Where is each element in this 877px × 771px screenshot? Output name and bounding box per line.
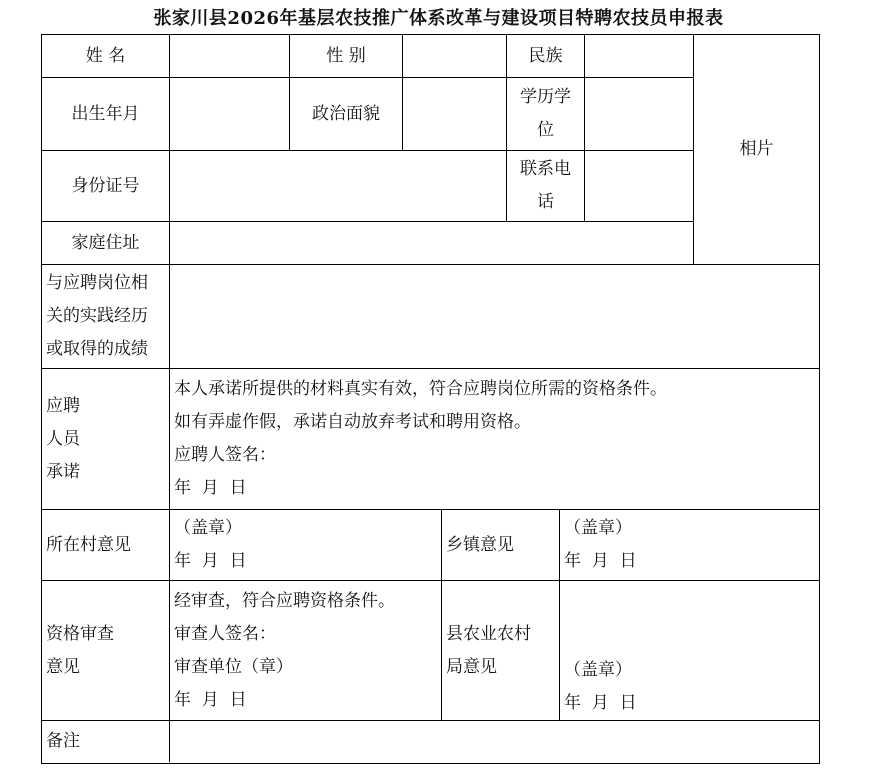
promise-date-line: 年 月 日 [174,478,247,498]
field-ethnicity[interactable] [585,35,694,78]
label-ethnicity: 民族 [507,35,585,78]
label-experience-line: 或取得的成绩 [46,339,148,359]
label-political: 政治面貌 [290,78,403,151]
label-address: 家庭住址 [42,222,170,265]
field-gender[interactable] [403,35,507,78]
field-review[interactable] [170,581,442,721]
label-county-line: 县农业农村 [446,623,531,644]
label-photo: 相片 [694,35,819,265]
field-township[interactable] [560,510,819,581]
label-township: 乡镇意见 [442,510,560,581]
village-seal-line: （盖章） [174,518,242,538]
application-form-table [41,34,820,764]
township-seal-line: （盖章） [564,518,632,538]
field-village[interactable] [170,510,442,581]
review-unit-line: 审查单位（章） [174,656,293,677]
label-education-line-1: 学历学 [520,87,571,107]
field-id-number[interactable] [170,151,507,222]
label-promise-line: 人员 [46,428,80,449]
review-date-line: 年 月 日 [174,689,247,710]
label-village: 所在村意见 [42,510,170,581]
label-experience-line: 与应聘岗位相 [46,273,148,293]
label-review-line: 意见 [46,656,80,677]
review-text-line: 经审查，符合应聘资格条件。 [174,590,395,611]
promise-signature-line: 应聘人签名： [174,445,276,465]
promise-text-line: 如有弄虚作假，承诺自动放弃考试和聘用资格。 [174,412,531,432]
label-promise-line: 承诺 [46,461,80,482]
field-address[interactable] [170,222,694,265]
field-remarks[interactable] [170,721,819,762]
label-id-number: 身份证号 [42,151,170,222]
label-phone-line-2: 话 [537,192,554,212]
field-birth[interactable] [170,78,290,151]
label-gender: 性 别 [290,35,403,78]
field-phone[interactable] [585,151,694,222]
field-name[interactable] [170,35,290,78]
label-phone-line-1: 联系电 [520,159,571,179]
label-experience-line: 关的实践经历 [46,306,148,326]
field-political[interactable] [403,78,507,151]
review-signature-line: 审查人签名： [174,623,276,644]
label-experience [42,265,170,369]
label-promise [42,369,170,510]
label-education-line-2: 位 [537,120,554,140]
field-county[interactable] [560,581,819,721]
label-education [507,78,585,151]
field-experience[interactable] [170,265,819,369]
county-seal-line: （盖章） [564,660,632,680]
field-promise[interactable] [170,369,819,510]
township-date-line: 年 月 日 [564,551,637,571]
label-county-line: 局意见 [446,656,497,677]
village-date-line: 年 月 日 [174,551,247,571]
label-county [442,581,560,721]
county-date-line: 年 月 日 [564,693,637,713]
promise-text-line: 本人承诺所提供的材料真实有效，符合应聘岗位所需的资格条件。 [174,379,667,399]
label-review [42,581,170,721]
form-title: 张家川县2026年基层农技推广体系改革与建设项目特聘农技员申报表 [153,8,724,29]
field-education[interactable] [585,78,694,151]
label-remarks: 备注 [42,721,170,762]
label-birth: 出生年月 [42,78,170,151]
label-promise-line: 应聘 [46,395,80,416]
label-review-line: 资格审查 [46,623,114,644]
label-phone [507,151,585,222]
label-name: 姓 名 [42,35,170,78]
